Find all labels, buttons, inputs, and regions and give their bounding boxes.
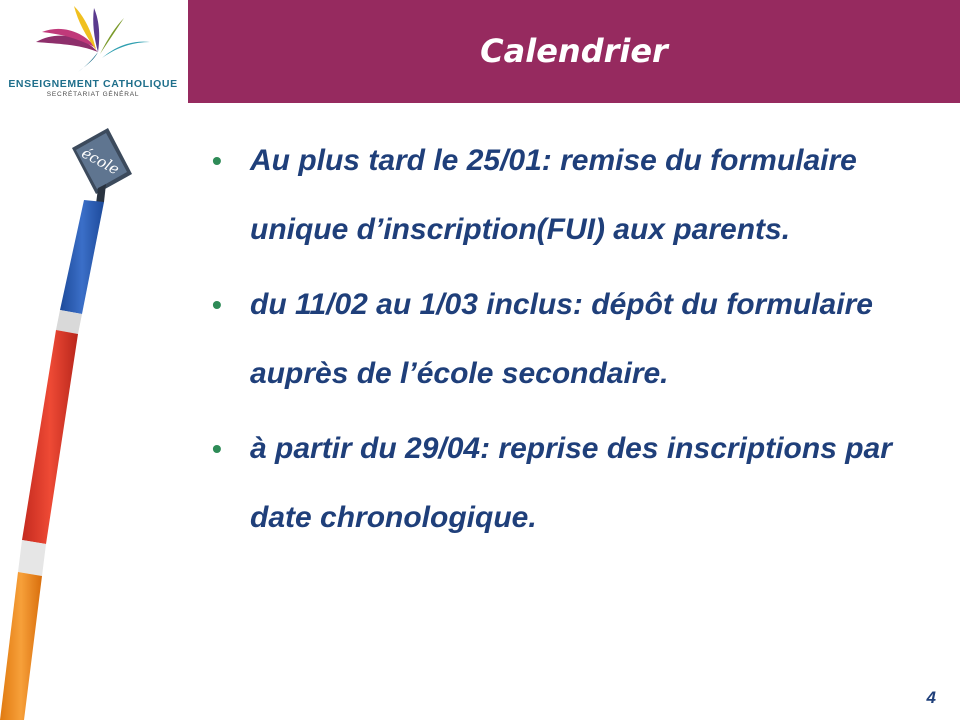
bullet-text: à partir du 29/04: reprise des inscriptions par date chronologique. — [250, 432, 892, 534]
ecole-sign — [72, 128, 132, 204]
list-item — [210, 414, 930, 552]
pole-orange-segment — [0, 572, 42, 720]
slide-title: Calendrier — [480, 32, 668, 70]
list-item — [210, 270, 930, 408]
sign-text: école — [78, 143, 123, 179]
logo-subtitle: SECRÉTARIAT GÉNÉRAL — [46, 91, 140, 98]
bullet-marker-icon: • — [212, 289, 222, 320]
page-number: 4 — [926, 688, 936, 707]
list-item — [210, 126, 930, 264]
bullet-text: du 11/02 au 1/03 inclus: dépôt du formulaire auprès de l’école secondaire. — [250, 288, 873, 390]
logo — [0, 0, 186, 104]
school-pole-illustration — [0, 104, 190, 720]
bullet-text: Au plus tard le 25/01: remise du formulaire unique d’inscription(FUI) aux parents. — [250, 144, 857, 246]
bullet-marker-icon: • — [212, 433, 222, 464]
pole-red-segment — [22, 330, 78, 544]
pole-blue-segment — [60, 200, 104, 314]
logo-brush-icon — [28, 2, 158, 78]
title-bar — [188, 0, 960, 103]
calendar-bullet-list — [210, 126, 930, 558]
bullet-marker-icon: • — [212, 145, 222, 176]
logo-title: ENSEIGNEMENT CATHOLIQUE — [8, 78, 178, 90]
